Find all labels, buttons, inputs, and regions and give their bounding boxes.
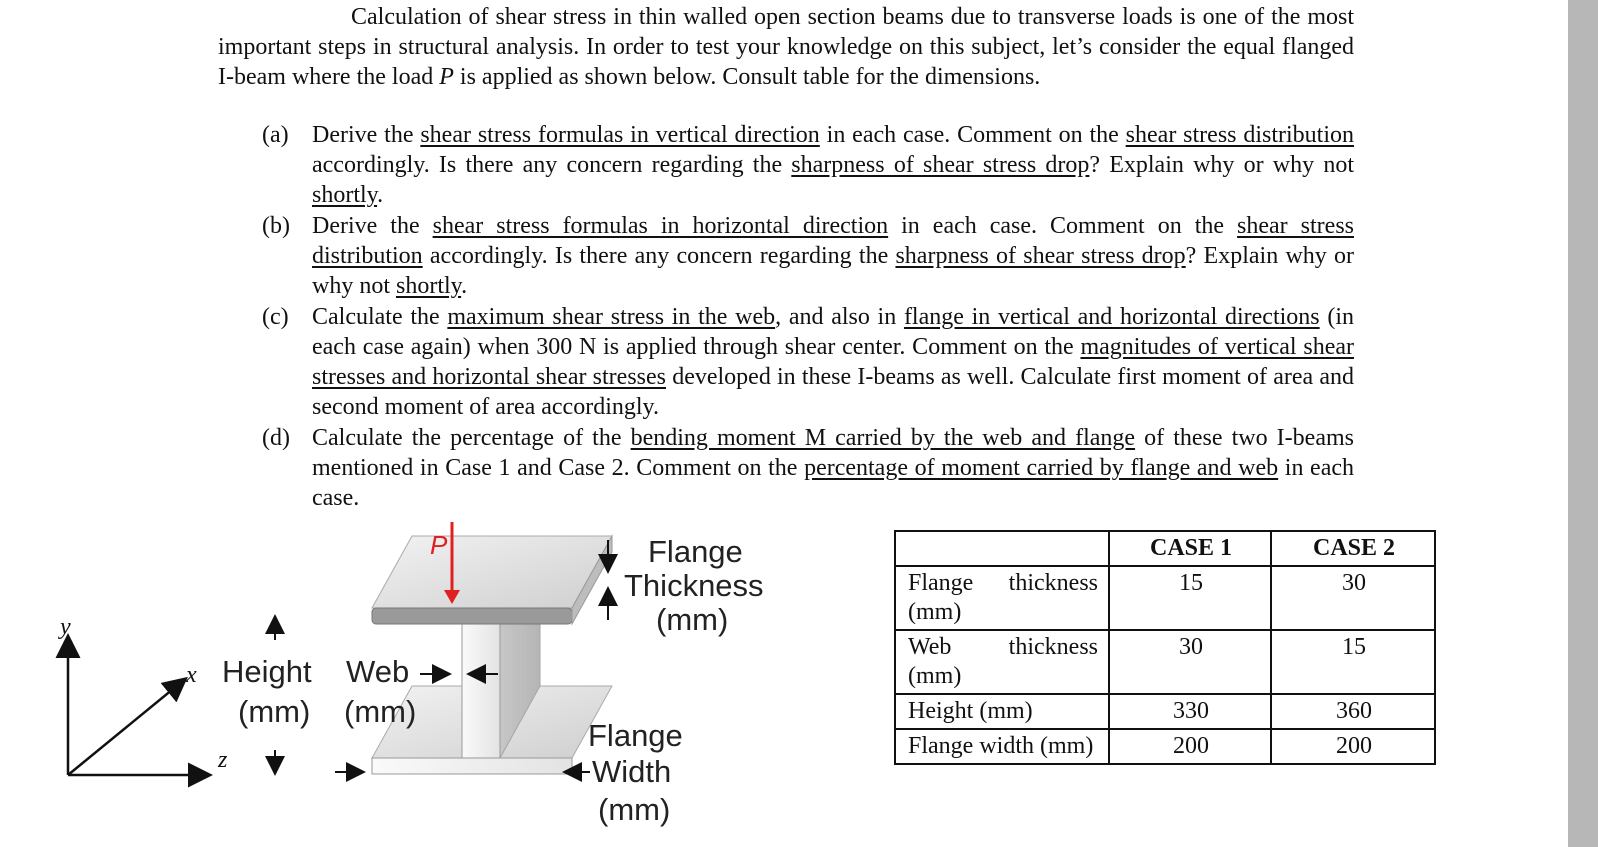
flange-thickness-label: Thickness [624,568,764,603]
x-axis-label: x [186,662,197,688]
table-row [895,566,1435,630]
table-row [895,729,1435,764]
flange-thickness-unit: (mm) [656,602,729,637]
table-row-label: Flange thickness (mm) [895,566,1109,630]
table-header-case1: CASE 1 [1109,531,1271,566]
intro-text: Calculation of shear stress in thin walled open section beams due to transverse loads is one of the most important steps in structural analysis. In order to test your knowledge on this subject, let’s consider the equal flanged I-beam where the load [218,4,1354,90]
load-label: P [430,530,448,560]
web-unit: (mm) [344,694,417,729]
flange-width-callout [588,718,683,827]
table-row-label: Web thickness (mm) [895,630,1109,694]
table-cell: 15 [1109,566,1271,630]
question-c [262,302,1354,422]
height-unit: (mm) [238,694,311,729]
z-axis-label: z [218,747,228,773]
intro-paragraph [218,2,1354,92]
question-label: (d) [262,425,290,451]
table-cell: 330 [1109,694,1271,729]
dimensions-table [894,530,1436,765]
table-header-cell [895,531,1109,566]
question-label: (c) [262,304,289,330]
flange-thickness-label: Flange [648,534,743,569]
table-header-case2: CASE 2 [1271,531,1435,566]
end-face-web [462,624,500,758]
top-flange [372,536,612,608]
table-row [895,694,1435,729]
question-b [262,211,1354,301]
height-label: Height [222,654,312,689]
table-cell: 30 [1109,630,1271,694]
table-cell: 200 [1109,729,1271,764]
flange-thickness-callout [608,534,764,637]
table-row-label: Height (mm) [895,694,1109,729]
load-symbol: P [439,64,454,90]
end-face-bottom [372,758,572,774]
table-cell: 15 [1271,630,1435,694]
axes [58,614,228,775]
top-flange-edge [372,608,572,624]
table-cell: 360 [1271,694,1435,729]
question-text: Derive the shear stress formulas in horizontal direction in each case. Comment on the shear stress distribution accordingly. Is there any concern regarding the sharpness of shear stress drop? Explain why or why not shortly. [312,213,1354,299]
intro-text-end: is applied as shown below. Consult table for the dimensions. [453,64,1041,90]
question-text: Calculate the maximum shear stress in the web, and also in flange in vertical and horizontal directions (in each case again) when 300 N is applied through shear center. Comment on the magnitudes of vertical shear stresses and horizontal shear stresses developed in these I-beams as well. Calculate first moment of area and second moment of area accordingly. [312,304,1355,420]
x-axis [68,680,184,775]
table-row-label: Flange width (mm) [895,729,1109,764]
question-label: (b) [262,213,290,239]
table-header-row [895,531,1435,566]
question-label: (a) [262,122,289,148]
table-row [895,630,1435,694]
flange-width-unit: (mm) [598,792,671,827]
i-beam-figure [0,510,860,847]
y-axis-label: y [60,614,71,640]
web-label: Web [346,654,410,689]
question-text: Derive the shear stress formulas in vertical direction in each case. Comment on the shear stress distribution accordingly. Is there any concern regarding the sharpness of shear stress drop? Explain why or why not shortly. [312,122,1355,208]
scrollbar[interactable] [1568,0,1598,847]
table-cell: 30 [1271,566,1435,630]
flange-width-label: Flange [588,718,683,753]
question-a [262,120,1354,210]
flange-width-label: Width [592,754,672,789]
table-cell: 200 [1271,729,1435,764]
question-text: Calculate the percentage of the bending moment M carried by the web and flange of these two I-beams mentioned in Case 1 and Case 2. Comment on the percentage of moment carried by flange and web in each case. [312,425,1355,511]
question-d [262,423,1354,513]
